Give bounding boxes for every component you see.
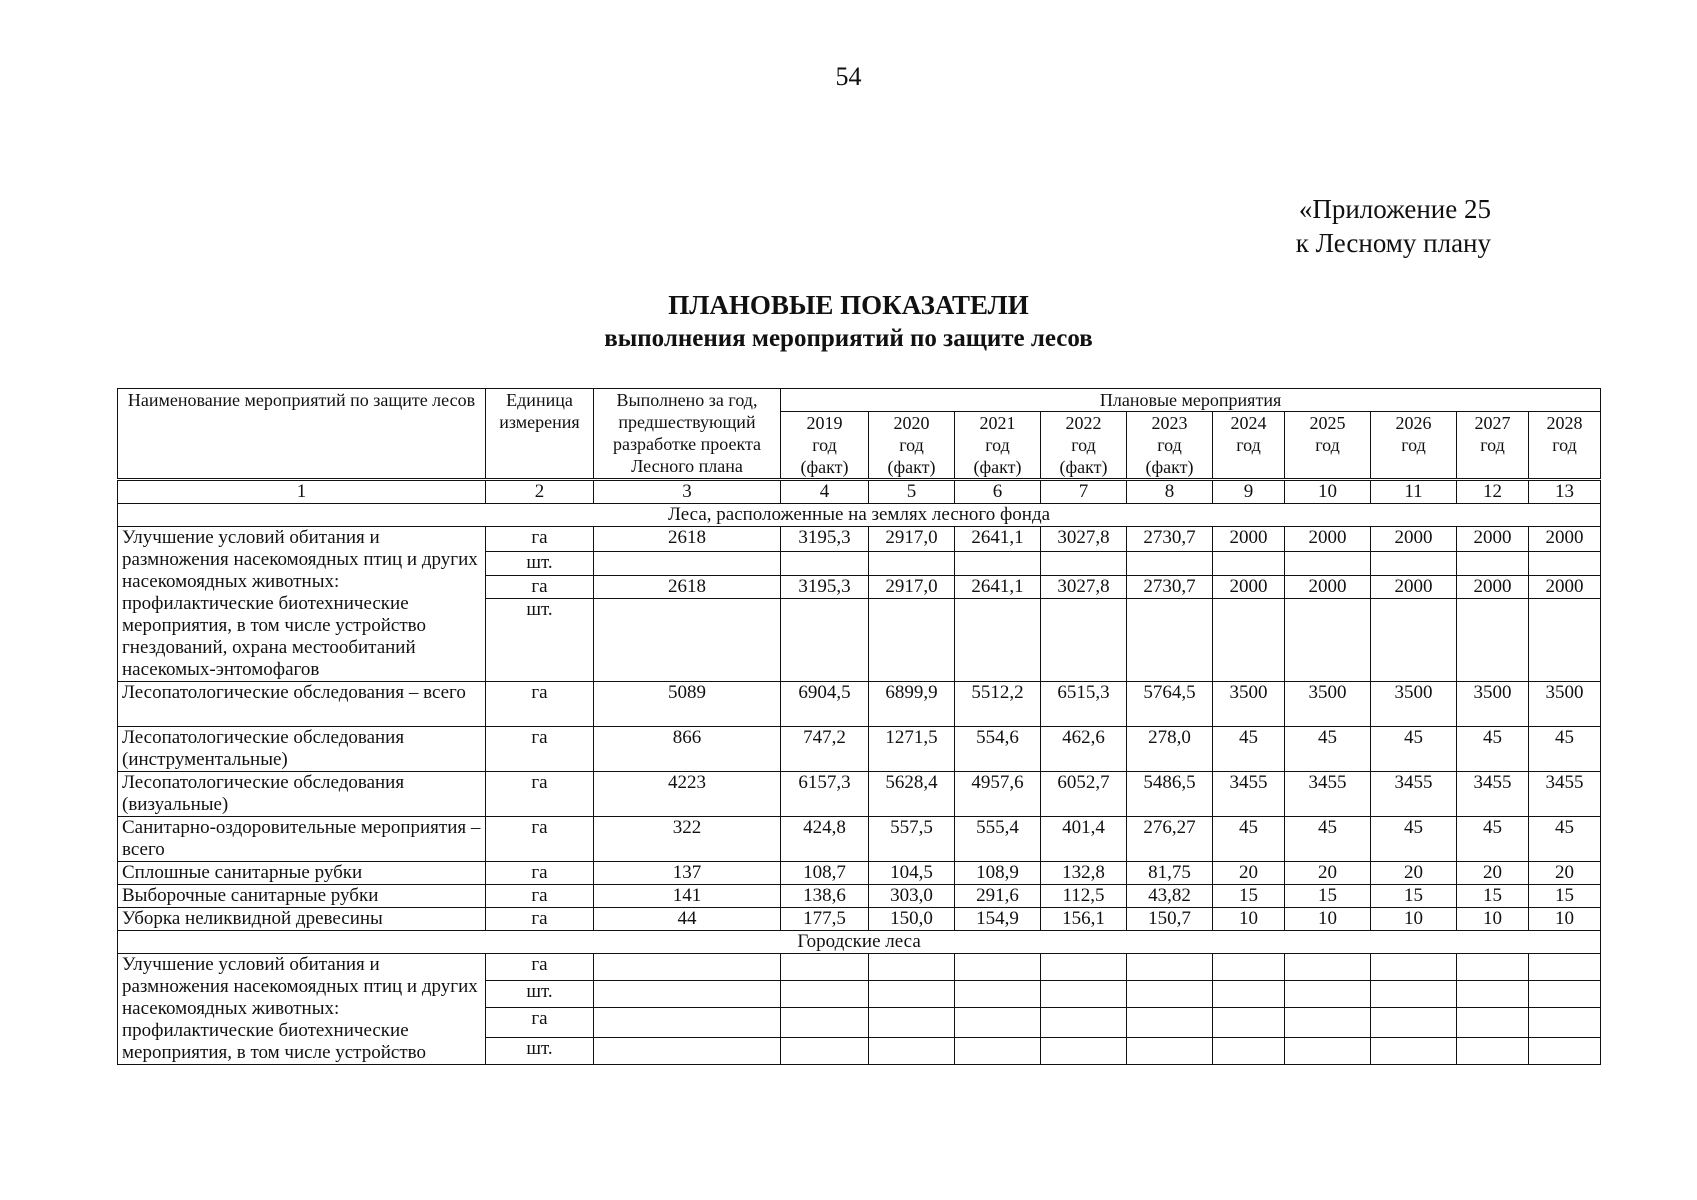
- appendix-note: [1296, 192, 1491, 260]
- row-value: 3455: [1213, 772, 1285, 817]
- header-year-word: год: [1071, 435, 1096, 455]
- header-year-note: (факт): [1059, 457, 1108, 477]
- row-value: [1285, 1037, 1371, 1064]
- row-value: 45: [1285, 817, 1371, 862]
- row-value: [781, 1008, 869, 1037]
- row-value: [1529, 954, 1601, 981]
- row-value: 1271,5: [869, 727, 955, 772]
- row-value: 2000: [1529, 527, 1601, 552]
- column-number: 1: [118, 480, 486, 504]
- row-value: [1127, 1008, 1213, 1037]
- row-value: 15: [1213, 885, 1285, 908]
- row-value: [1371, 552, 1457, 575]
- row-value: 3027,8: [1041, 527, 1127, 552]
- header-year-2028: [1529, 412, 1601, 480]
- row-value: 45: [1457, 817, 1529, 862]
- row-name: Улучшение условий обитания и размножения насекомоядных птиц и других насекомоядных животных: профилактические биотехнические мероприятия, в том числе устройство: [118, 954, 486, 1065]
- header-planned: Плановые мероприятия: [781, 389, 1601, 412]
- row-value: 2000: [1371, 575, 1457, 598]
- row-value: 108,9: [955, 862, 1041, 885]
- row-value: 5628,4: [869, 772, 955, 817]
- row-value: 45: [1213, 817, 1285, 862]
- header-year-year: 2026: [1395, 413, 1432, 433]
- row-value: 554,6: [955, 727, 1041, 772]
- row-value: [1127, 599, 1213, 682]
- row-value: 5486,5: [1127, 772, 1213, 817]
- row-unit: шт.: [486, 1037, 594, 1064]
- row-value: [1529, 981, 1601, 1008]
- header-year-2024: [1213, 412, 1285, 480]
- row-value: 276,27: [1127, 817, 1213, 862]
- row-unit: га: [486, 885, 594, 908]
- row-value: [1127, 981, 1213, 1008]
- appendix-line-1: «Приложение 25: [1298, 194, 1491, 224]
- row-value: [869, 1037, 955, 1064]
- header-year-note: (факт): [887, 457, 936, 477]
- row-value: [594, 1008, 781, 1037]
- row-name: Лесопатологические обследования (визуальные): [118, 772, 486, 817]
- row-value: [869, 1008, 955, 1037]
- row-name: Лесопатологические обследования – всего: [118, 682, 486, 727]
- header-done: Выполнено за год, предшествующий разработке проекта Лесного плана: [594, 389, 781, 480]
- header-year-year: 2023: [1151, 413, 1188, 433]
- row-value: [1041, 1037, 1127, 1064]
- row-done: [594, 552, 781, 575]
- header-year-word: год: [1236, 435, 1261, 455]
- row-value: 6899,9: [869, 682, 955, 727]
- column-number: 13: [1529, 480, 1601, 504]
- row-unit: га: [486, 772, 594, 817]
- row-unit: га: [486, 682, 594, 727]
- row-name: Санитарно-оздоровительные мероприятия – всего: [118, 817, 486, 862]
- column-number: 10: [1285, 480, 1371, 504]
- row-value: 3455: [1371, 772, 1457, 817]
- row-value: [1041, 1008, 1127, 1037]
- appendix-line-2: к Лесному плану: [1295, 228, 1491, 258]
- row-value: 2730,7: [1127, 575, 1213, 598]
- row-value: 20: [1371, 862, 1457, 885]
- row-value: [955, 954, 1041, 981]
- row-done: 137: [594, 862, 781, 885]
- header-year-word: год: [1315, 435, 1340, 455]
- row-value: 3500: [1285, 682, 1371, 727]
- row-value: [1041, 552, 1127, 575]
- header-year-year: 2021: [979, 413, 1016, 433]
- row-value: 43,82: [1127, 885, 1213, 908]
- row-unit: га: [486, 527, 594, 552]
- row-done: [594, 599, 781, 682]
- row-value: 2917,0: [869, 575, 955, 598]
- row-value: 138,6: [781, 885, 869, 908]
- row-value: [1529, 552, 1601, 575]
- row-value: [1041, 981, 1127, 1008]
- row-value: 2000: [1285, 527, 1371, 552]
- row-value: [869, 599, 955, 682]
- row-value: 112,5: [1041, 885, 1127, 908]
- row-value: 45: [1371, 727, 1457, 772]
- row-value: 2000: [1213, 527, 1285, 552]
- row-value: 291,6: [955, 885, 1041, 908]
- row-value: 2000: [1529, 575, 1601, 598]
- row-value: 303,0: [869, 885, 955, 908]
- column-number: 5: [869, 480, 955, 504]
- row-value: [1213, 954, 1285, 981]
- row-value: [594, 954, 781, 981]
- row-value: 3195,3: [781, 575, 869, 598]
- document-title: [0, 288, 1697, 356]
- row-value: 401,4: [1041, 817, 1127, 862]
- column-number: 8: [1127, 480, 1213, 504]
- row-value: [1371, 1037, 1457, 1064]
- row-value: [1127, 1037, 1213, 1064]
- row-done: 322: [594, 817, 781, 862]
- row-value: 2730,7: [1127, 527, 1213, 552]
- row-unit: га: [486, 817, 594, 862]
- row-unit: га: [486, 954, 594, 981]
- row-value: 3195,3: [781, 527, 869, 552]
- row-value: [781, 954, 869, 981]
- row-value: 6052,7: [1041, 772, 1127, 817]
- row-value: 2000: [1285, 575, 1371, 598]
- row-value: 3455: [1457, 772, 1529, 817]
- header-year-2022: [1041, 412, 1127, 480]
- row-value: [1529, 1008, 1601, 1037]
- row-value: [1457, 1008, 1529, 1037]
- row-value: 10: [1529, 908, 1601, 931]
- row-value: 6904,5: [781, 682, 869, 727]
- row-value: [1213, 1008, 1285, 1037]
- row-unit: га: [486, 1008, 594, 1037]
- header-year-2026: [1371, 412, 1457, 480]
- row-value: [1457, 1037, 1529, 1064]
- row-value: 2000: [1213, 575, 1285, 598]
- row-value: [955, 599, 1041, 682]
- header-name: Наименование мероприятий по защите лесов: [118, 389, 486, 480]
- row-value: 45: [1529, 817, 1601, 862]
- header-year-year: 2019: [806, 413, 843, 433]
- row-unit: шт.: [486, 552, 594, 575]
- row-value: [1041, 599, 1127, 682]
- row-value: 15: [1457, 885, 1529, 908]
- row-value: 5764,5: [1127, 682, 1213, 727]
- row-value: 2641,1: [955, 527, 1041, 552]
- row-value: 747,2: [781, 727, 869, 772]
- header-year-word: год: [899, 435, 924, 455]
- row-value: 15: [1371, 885, 1457, 908]
- row-value: 10: [1213, 908, 1285, 931]
- row-value: [869, 552, 955, 575]
- header-year-note: (факт): [800, 457, 849, 477]
- row-value: 4957,6: [955, 772, 1041, 817]
- row-value: 154,9: [955, 908, 1041, 931]
- row-value: 3455: [1529, 772, 1601, 817]
- header-year-word: год: [1552, 435, 1577, 455]
- column-number: 9: [1213, 480, 1285, 504]
- column-number: 4: [781, 480, 869, 504]
- row-value: 6515,3: [1041, 682, 1127, 727]
- row-unit: га: [486, 862, 594, 885]
- header-year-2025: [1285, 412, 1371, 480]
- header-year-year: 2027: [1474, 413, 1511, 433]
- title-line-2: выполнения мероприятий по защите лесов: [604, 325, 1093, 352]
- row-value: 45: [1371, 817, 1457, 862]
- row-value: [1457, 954, 1529, 981]
- row-value: [594, 1037, 781, 1064]
- row-done: 44: [594, 908, 781, 931]
- row-unit: шт.: [486, 599, 594, 682]
- row-value: [955, 552, 1041, 575]
- header-year-word: год: [1401, 435, 1426, 455]
- header-year-2023: [1127, 412, 1213, 480]
- row-value: 10: [1285, 908, 1371, 931]
- header-year-year: 2025: [1309, 413, 1346, 433]
- column-number: 3: [594, 480, 781, 504]
- page-number: 54: [835, 62, 862, 91]
- row-value: [1285, 1008, 1371, 1037]
- header-unit: Единица измерения: [486, 389, 594, 480]
- row-unit: га: [486, 575, 594, 598]
- row-value: 150,0: [869, 908, 955, 931]
- row-done: 141: [594, 885, 781, 908]
- row-value: 462,6: [1041, 727, 1127, 772]
- header-year-word: год: [985, 435, 1010, 455]
- row-value: 3500: [1371, 682, 1457, 727]
- row-value: [955, 1037, 1041, 1064]
- header-year-2027: [1457, 412, 1529, 480]
- row-value: [781, 1037, 869, 1064]
- row-name: Сплошные санитарные рубки: [118, 862, 486, 885]
- row-value: 150,7: [1127, 908, 1213, 931]
- row-value: [1457, 552, 1529, 575]
- row-value: 156,1: [1041, 908, 1127, 931]
- section-title: Городские леса: [118, 931, 1601, 954]
- row-value: 557,5: [869, 817, 955, 862]
- section-title: Леса, расположенные на землях лесного фонда: [118, 504, 1601, 527]
- row-value: 3027,8: [1041, 575, 1127, 598]
- row-value: 3455: [1285, 772, 1371, 817]
- row-value: 45: [1285, 727, 1371, 772]
- row-value: 104,5: [869, 862, 955, 885]
- row-value: [869, 981, 955, 1008]
- row-value: [1371, 1008, 1457, 1037]
- row-value: 2641,1: [955, 575, 1041, 598]
- row-value: 108,7: [781, 862, 869, 885]
- row-value: [1285, 552, 1371, 575]
- header-year-year: 2020: [893, 413, 930, 433]
- row-value: 132,8: [1041, 862, 1127, 885]
- row-value: 3500: [1213, 682, 1285, 727]
- row-value: 2000: [1457, 575, 1529, 598]
- row-value: 10: [1457, 908, 1529, 931]
- plan-table: [117, 388, 1601, 1065]
- column-number: 11: [1371, 480, 1457, 504]
- row-value: 45: [1457, 727, 1529, 772]
- row-done: 2618: [594, 527, 781, 552]
- row-value: 45: [1213, 727, 1285, 772]
- column-number: 6: [955, 480, 1041, 504]
- row-value: [594, 981, 781, 1008]
- row-unit: га: [486, 908, 594, 931]
- row-value: 15: [1529, 885, 1601, 908]
- row-value: 6157,3: [781, 772, 869, 817]
- row-value: [1529, 599, 1601, 682]
- row-value: [1529, 1037, 1601, 1064]
- row-value: 2000: [1457, 527, 1529, 552]
- header-year-word: год: [1480, 435, 1505, 455]
- row-value: [1371, 954, 1457, 981]
- row-value: [1213, 981, 1285, 1008]
- row-name: Выборочные санитарные рубки: [118, 885, 486, 908]
- row-value: [1457, 599, 1529, 682]
- header-year-note: (факт): [973, 457, 1022, 477]
- row-value: 20: [1457, 862, 1529, 885]
- header-year-2021: [955, 412, 1041, 480]
- row-value: [869, 954, 955, 981]
- row-value: [1285, 599, 1371, 682]
- header-year-year: 2022: [1065, 413, 1102, 433]
- row-value: [1213, 1037, 1285, 1064]
- column-number: 12: [1457, 480, 1529, 504]
- row-value: 20: [1213, 862, 1285, 885]
- row-value: 81,75: [1127, 862, 1213, 885]
- column-number: 2: [486, 480, 594, 504]
- row-unit: га: [486, 727, 594, 772]
- row-value: [1371, 981, 1457, 1008]
- row-value: 3500: [1529, 682, 1601, 727]
- title-line-1: ПЛАНОВЫЕ ПОКАЗАТЕЛИ: [668, 290, 1029, 320]
- row-value: [955, 981, 1041, 1008]
- row-value: [1213, 599, 1285, 682]
- row-value: [781, 552, 869, 575]
- row-value: 555,4: [955, 817, 1041, 862]
- row-value: 3500: [1457, 682, 1529, 727]
- row-value: 177,5: [781, 908, 869, 931]
- row-done: 866: [594, 727, 781, 772]
- row-value: [955, 1008, 1041, 1037]
- row-value: 2917,0: [869, 527, 955, 552]
- row-unit: шт.: [486, 981, 594, 1008]
- row-name: Улучшение условий обитания и размножения насекомоядных птиц и других насекомоядных животных: профилактические биотехнические мероприятия, в том числе устройство гнездований, охрана местообитаний насекомых-энтомофагов: [118, 527, 486, 682]
- row-value: 424,8: [781, 817, 869, 862]
- row-value: [1127, 552, 1213, 575]
- column-number: 7: [1041, 480, 1127, 504]
- row-done: 5089: [594, 682, 781, 727]
- header-year-2020: [869, 412, 955, 480]
- row-value: 10: [1371, 908, 1457, 931]
- row-value: [1457, 981, 1529, 1008]
- header-year-year: 2024: [1230, 413, 1267, 433]
- row-value: [781, 599, 869, 682]
- row-value: [1285, 954, 1371, 981]
- row-value: 278,0: [1127, 727, 1213, 772]
- row-name: Лесопатологические обследования (инструментальные): [118, 727, 486, 772]
- row-value: 15: [1285, 885, 1371, 908]
- row-done: 4223: [594, 772, 781, 817]
- header-year-word: год: [1157, 435, 1182, 455]
- row-value: 20: [1529, 862, 1601, 885]
- row-value: [1213, 552, 1285, 575]
- header-year-note: (факт): [1145, 457, 1194, 477]
- row-value: [1041, 954, 1127, 981]
- header-year-year: 2028: [1546, 413, 1583, 433]
- row-done: 2618: [594, 575, 781, 598]
- row-name: Уборка неликвидной древесины: [118, 908, 486, 931]
- row-value: [1371, 599, 1457, 682]
- header-year-2019: [781, 412, 869, 480]
- row-value: 5512,2: [955, 682, 1041, 727]
- row-value: [1127, 954, 1213, 981]
- header-year-word: год: [812, 435, 837, 455]
- row-value: 2000: [1371, 527, 1457, 552]
- row-value: [781, 981, 869, 1008]
- row-value: 45: [1529, 727, 1601, 772]
- row-value: 20: [1285, 862, 1371, 885]
- row-value: [1285, 981, 1371, 1008]
